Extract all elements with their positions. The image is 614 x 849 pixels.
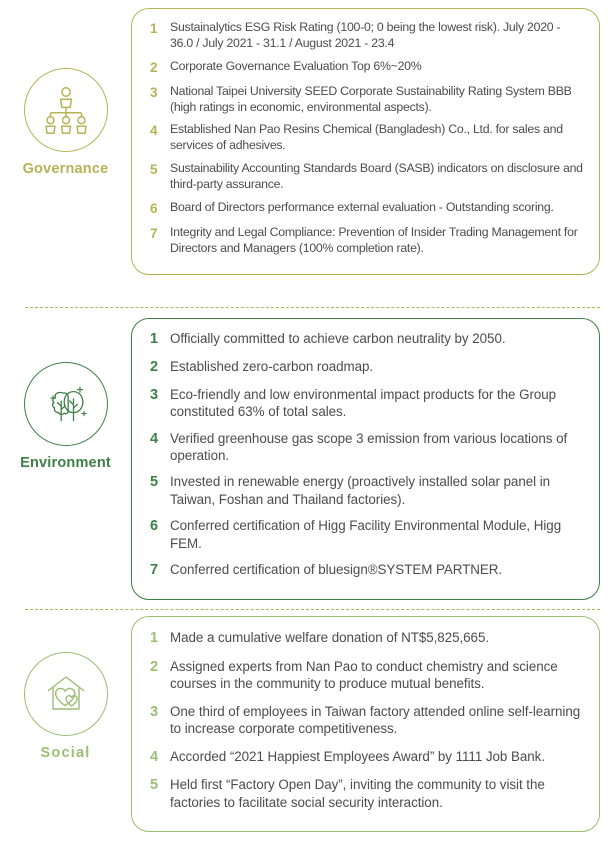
item-text: Made a cumulative welfare donation of NT$5,825,665. xyxy=(170,630,490,645)
item-text: Officially committed to achieve carbon neutrality by 2050. xyxy=(170,331,506,346)
item-number: 4 xyxy=(150,123,158,139)
section-social xyxy=(0,600,614,849)
item-text: Established Nan Pao Resins Chemical (Bangladesh) Co., Ltd. for sales and services of adhesives. xyxy=(170,122,563,153)
house-with-hearts-icon xyxy=(24,652,108,736)
environment-label: Environment xyxy=(20,455,111,471)
environment-card xyxy=(131,318,600,600)
governance-card xyxy=(131,8,600,275)
governance-icon-column xyxy=(0,0,131,177)
governance-label: Governance xyxy=(22,161,109,177)
item-number: 3 xyxy=(150,703,159,720)
two-trees-icon xyxy=(24,362,108,446)
list-item xyxy=(150,703,585,738)
item-text: One third of employees in Taiwan factory attended online self-learning to increase corporate competitiveness. xyxy=(170,703,581,737)
social-card xyxy=(131,616,600,832)
list-item xyxy=(150,658,585,693)
item-text: Held first “Factory Open Day”, inviting the community to visit the factories to facilitate social security interaction. xyxy=(170,777,545,810)
section-governance xyxy=(0,0,614,300)
item-text: Established zero-carbon roadmap. xyxy=(170,358,374,374)
item-text: Corporate Governance Evaluation Top 6%~20% xyxy=(170,58,422,73)
item-text: Integrity and Legal Compliance: Prevention of Insider Trading Management for Directors and Managers (100% completion rate). xyxy=(170,224,578,255)
governance-item-list xyxy=(150,20,585,257)
item-number: 6 xyxy=(150,201,158,217)
list-item xyxy=(150,200,585,218)
list-item xyxy=(150,629,585,648)
list-item xyxy=(150,122,585,154)
environment-item-list xyxy=(150,330,585,580)
item-number: 6 xyxy=(150,518,159,535)
item-number: 1 xyxy=(150,331,159,347)
item-text: Eco-friendly and low environmental impact products for the Group constituted 63% of total sales. xyxy=(170,386,557,420)
social-icon-column xyxy=(0,600,131,761)
list-item xyxy=(150,776,585,811)
item-text: Verified greenhouse gas scope 3 emission from various locations of operation. xyxy=(170,430,568,463)
environment-icon-column xyxy=(0,300,131,471)
item-text: Board of Directors performance external evaluation - Outstanding scoring. xyxy=(170,200,554,215)
item-number: 1 xyxy=(150,21,158,36)
item-text: Conferred certification of Higg Facility Environmental Module, Higg FEM. xyxy=(170,518,562,551)
item-text: Accorded “2021 Happiest Employees Award” by 1111 Job Bank. xyxy=(170,748,545,764)
item-number: 5 xyxy=(150,162,158,178)
item-number: 4 xyxy=(150,748,159,765)
item-number: 2 xyxy=(150,59,158,75)
item-number: 1 xyxy=(150,630,159,646)
list-item xyxy=(150,161,585,193)
list-item xyxy=(150,358,585,377)
item-text: Conferred certification of bluesign®SYSTEM PARTNER. xyxy=(170,562,503,578)
list-item xyxy=(150,225,585,257)
item-number: 3 xyxy=(150,84,158,100)
item-number: 7 xyxy=(150,225,158,241)
list-item xyxy=(150,561,585,580)
item-number: 4 xyxy=(150,430,159,447)
social-item-list xyxy=(150,629,585,811)
list-item xyxy=(150,386,585,421)
item-text: National Taipei University SEED Corporate Sustainability Rating System BBB (high ratings in economic, environmental aspects). xyxy=(170,83,572,114)
item-text: Sustainability Accounting Standards Board (SASB) indicators on disclosure and third-party assurance. xyxy=(170,161,583,192)
item-text: Assigned experts from Nan Pao to conduct chemistry and science courses in the community to produce mutual benefits. xyxy=(170,658,558,692)
list-item xyxy=(150,517,585,552)
item-number: 2 xyxy=(150,658,159,675)
list-item xyxy=(150,20,585,52)
org-chart-people-icon xyxy=(24,68,108,152)
social-label: Social xyxy=(40,745,91,761)
item-number: 7 xyxy=(150,562,159,579)
item-text: Sustainalytics ESG Risk Rating (100-0; 0 being the lowest risk). July 2020 - 36.0 / July 2021 - 31.1 / August 2021 - 23.4 xyxy=(170,20,561,50)
list-item xyxy=(150,473,585,508)
item-number: 3 xyxy=(150,386,159,403)
list-item xyxy=(150,84,585,116)
item-number: 2 xyxy=(150,358,159,375)
list-item xyxy=(150,59,585,77)
item-number: 5 xyxy=(150,777,159,794)
list-item xyxy=(150,748,585,767)
list-item xyxy=(150,330,585,349)
list-item xyxy=(150,430,585,465)
item-text: Invested in renewable energy (proactively installed solar panel in Taiwan, Foshan and Thailand factories). xyxy=(170,474,551,507)
item-number: 5 xyxy=(150,474,159,491)
section-environment xyxy=(0,300,614,600)
